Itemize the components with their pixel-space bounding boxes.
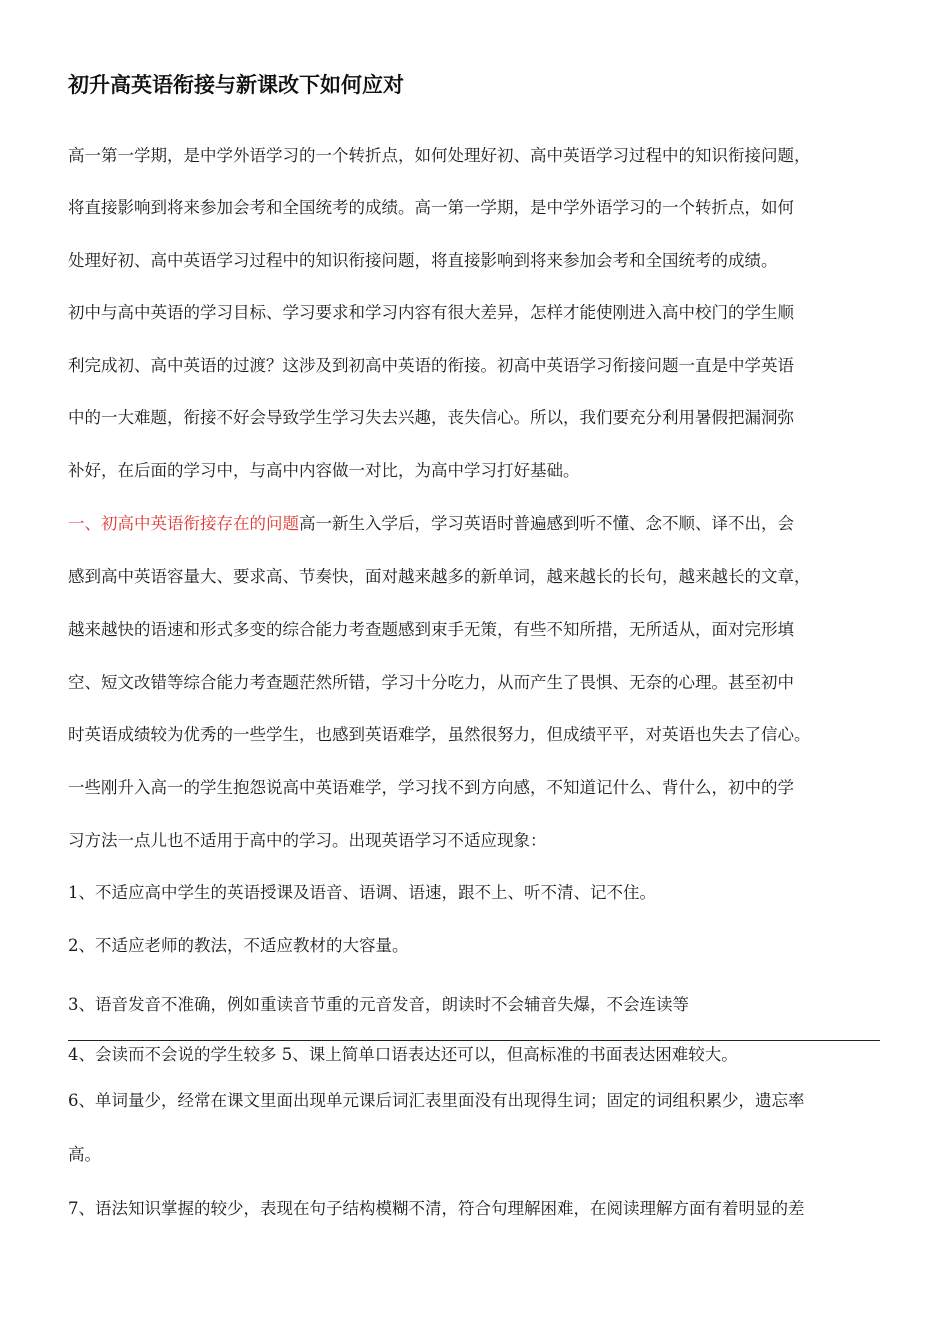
document-title: 初升高英语衔接与新课改下如何应对 (68, 73, 404, 97)
section-1-line-6: 一些刚升入高一的学生抱怨说高中英语难学，学习找不到方向感，不知道记什么、背什么，初中的学 (68, 778, 794, 797)
paragraph-2-line-3: 中的一大难题，衔接不好会导致学生学习失去兴趣，丧失信心。所以，我们要充分利用暑假把漏洞弥 (68, 408, 794, 427)
list-item-6-line-1: 6、单词量少，经常在课文里面出现单元课后词汇表里面没有出现得生词；固定的词组积累少，遗忘率 (68, 1091, 805, 1110)
paragraph-2-line-4: 补好，在后面的学习中，与高中内容做一对比，为高中学习打好基础。 (68, 461, 580, 480)
section-1-line-3: 越来越快的语速和形式多变的综合能力考查题感到束手无策，有些不知所措，无所适从，面对完形填 (68, 620, 794, 639)
section-1-first-line (68, 511, 794, 537)
section-1-first-line-text: 高一新生入学后，学习英语时普遍感到听不懂、念不顺、译不出，会 (299, 514, 794, 533)
paragraph-1-line-3: 处理好初、高中英语学习过程中的知识衔接问题，将直接影响到将来参加会考和全国统考的成绩。 (68, 251, 778, 270)
list-item-4-5: 4、会读而不会说的学生较多 5、课上简单口语表达还可以，但高标准的书面表达困难较大。 (68, 1045, 738, 1064)
section-1-line-7: 习方法一点儿也不适用于高中的学习。出现英语学习不适应现象： (68, 831, 547, 850)
paragraph-2-line-2: 利完成初、高中英语的过渡？这涉及到初高中英语的衔接。初高中英语学习衔接问题一直是中学英语 (68, 356, 794, 375)
list-item-1: 1、不适应高中学生的英语授课及语音、语调、语速，跟不上、听不清、记不住。 (68, 883, 656, 902)
list-item-2: 2、不适应老师的教法，不适应教材的大容量。 (68, 936, 409, 955)
section-1-heading: 一、初高中英语衔接存在的问题 (68, 514, 299, 533)
list-item-6-line-2: 高。 (68, 1145, 101, 1164)
section-1-line-4: 空、短文改错等综合能力考查题茫然所错，学习十分吃力，从而产生了畏惧、无奈的心理。甚至初中 (68, 673, 794, 692)
horizontal-rule (68, 1040, 880, 1041)
section-1-line-2: 感到高中英语容量大、要求高、节奏快，面对越来越多的新单词，越来越长的长句，越来越长的文章， (68, 567, 811, 586)
list-item-7: 7、语法知识掌握的较少，表现在句子结构模糊不清，符合句理解困难，在阅读理解方面有着明显的差 (68, 1199, 805, 1218)
section-1-line-5: 时英语成绩较为优秀的一些学生，也感到英语难学，虽然很努力，但成绩平平，对英语也失去了信心。 (68, 725, 811, 744)
paragraph-1-line-1: 高一第一学期，是中学外语学习的一个转折点，如何处理好初、高中英语学习过程中的知识衔接问题， (68, 146, 811, 165)
paragraph-1-line-2: 将直接影响到将来参加会考和全国统考的成绩。高一第一学期，是中学外语学习的一个转折点，如何 (68, 198, 794, 217)
list-item-3: 3、语音发音不准确，例如重读音节重的元音发音，朗读时不会辅音失爆，不会连读等 (68, 995, 689, 1014)
paragraph-2-line-1: 初中与高中英语的学习目标、学习要求和学习内容有很大差异，怎样才能使刚进入高中校门的学生顺 (68, 303, 794, 322)
